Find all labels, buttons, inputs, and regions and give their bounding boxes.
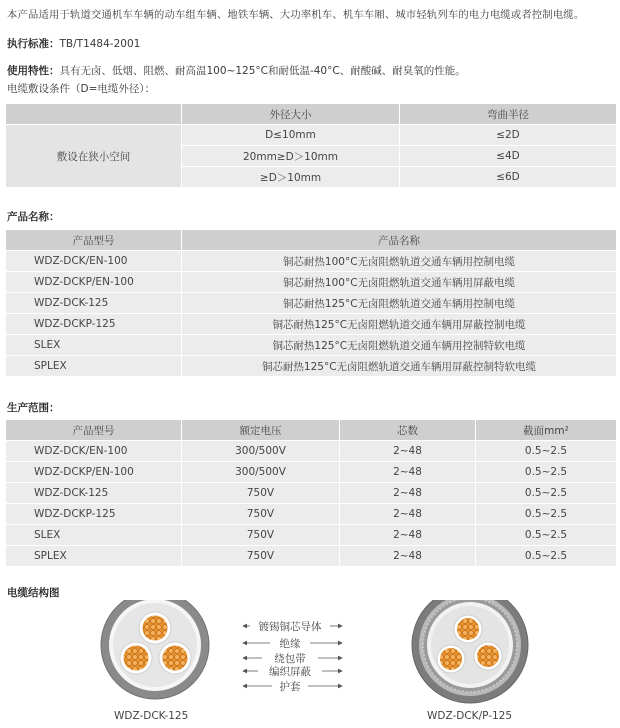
standard-label: 执行标准： [7,38,60,50]
unshielded-cable-icon [101,600,209,699]
range-section: 0.5~2.5 [476,525,617,546]
range-header-section: 截面mm² [476,420,617,441]
names-model: WDZ-DCK/EN-100 [6,251,182,272]
names-header-name: 产品名称 [182,230,617,251]
range-cores: 2~48 [340,441,476,462]
range-section: 0.5~2.5 [476,483,617,504]
range-header-cores: 芯数 [340,420,476,441]
range-voltage: 300/500V [182,462,340,483]
features-value: 具有无卤、低烟、阻燃、耐高温100~125°C和耐低温-40°C、耐酸碱、耐臭氧的性能。 [59,65,466,77]
table-row [6,335,617,356]
laying-header-radius: 弯曲半径 [400,104,617,125]
laying-caption: 电缆敷设条件（D=电缆外径）： [7,83,156,95]
range-section: 0.5~2.5 [476,546,617,567]
label-conductor: 镀锡铜芯导体 [258,621,322,633]
range-section: 0.5~2.5 [476,441,617,462]
table-row [6,546,617,567]
laying-table [5,103,617,188]
range-voltage: 750V [182,483,340,504]
names-header-model: 产品型号 [6,230,182,251]
names-model: SPLEX [6,356,182,377]
table-row [6,356,617,377]
range-model: WDZ-DCK/EN-100 [6,441,182,462]
range-voltage: 750V [182,546,340,567]
range-model: SPLEX [6,546,182,567]
names-model: WDZ-DCK-125 [6,293,182,314]
label-insulation: 绝缘 [279,638,301,650]
names-desc: 铜芯耐热100°C无卤阻燃轨道交通车辆用屏蔽电缆 [182,272,617,293]
range-header-model: 产品型号 [6,420,182,441]
table-row [6,462,617,483]
product-names-heading: 产品名称： [7,211,60,223]
range-cores: 2~48 [340,546,476,567]
range-cores: 2~48 [340,504,476,525]
names-model: WDZ-DCKP/EN-100 [6,272,182,293]
range-cores: 2~48 [340,462,476,483]
production-range-heading: 生产范围： [7,402,60,414]
cable-structure-diagram [0,600,620,728]
names-desc: 铜芯耐热125°C无卤阻燃轨道交通车辆用控制特软电缆 [182,335,617,356]
names-desc: 铜芯耐热100°C无卤阻燃轨道交通车辆用控制电缆 [182,251,617,272]
right-cable-caption: WDZ-DCK/P-125 [427,710,513,722]
range-cores: 2~48 [340,525,476,546]
table-row [6,314,617,335]
table-row [6,441,617,462]
range-model: WDZ-DCKP/EN-100 [6,462,182,483]
range-model: SLEX [6,525,182,546]
laying-cell: D≤10mm [182,125,400,146]
laying-row-label: 敷设在狭小空间 [6,125,182,188]
label-braid-shield: 编织屏蔽 [269,666,311,678]
names-model: WDZ-DCKP-125 [6,314,182,335]
features-label: 使用特性： [7,65,60,77]
laying-header-blank [6,104,182,125]
laying-cell: ≥D＞10mm [182,167,400,188]
range-voltage: 750V [182,525,340,546]
names-desc: 铜芯耐热125°C无卤阻燃轨道交通车辆用屏蔽控制特软电缆 [182,356,617,377]
names-desc: 铜芯耐热125°C无卤阻燃轨道交通车辆用控制电缆 [182,293,617,314]
range-section: 0.5~2.5 [476,504,617,525]
production-range-table [5,419,617,567]
features-line [7,63,466,78]
label-wrap-tape: 绕包带 [274,653,306,665]
table-row [6,293,617,314]
left-cable-caption: WDZ-DCK-125 [114,710,189,722]
table-row [6,483,617,504]
structure-heading: 电缆结构图 [7,587,60,599]
range-model: WDZ-DCK-125 [6,483,182,504]
laying-cell: 20mm≥D＞10mm [182,146,400,167]
laying-cell: ≤4D [400,146,617,167]
range-header-voltage: 额定电压 [182,420,340,441]
laying-header-diameter: 外径大小 [182,104,400,125]
product-names-table [5,229,617,377]
intro-text: 本产品适用于轨道交通机车车辆的动车组车辆、地铁车辆、大功率机车、机车车厢、城市轻轨列车的电力电缆或者控制电缆。 [7,9,585,21]
table-row [6,504,617,525]
shielded-cable-icon [412,600,528,703]
laying-cell: ≤6D [400,167,617,188]
range-section: 0.5~2.5 [476,462,617,483]
names-model: SLEX [6,335,182,356]
range-voltage: 300/500V [182,441,340,462]
table-row [6,525,617,546]
range-voltage: 750V [182,504,340,525]
standard-value: TB/T1484-2001 [59,38,141,50]
standard-line [7,36,140,51]
range-cores: 2~48 [340,483,476,504]
table-row [6,272,617,293]
range-model: WDZ-DCKP-125 [6,504,182,525]
laying-cell: ≤2D [400,125,617,146]
names-desc: 铜芯耐热125°C无卤阻燃轨道交通车辆用屏蔽控制电缆 [182,314,617,335]
label-sheath: 护套 [279,681,301,693]
table-row [6,251,617,272]
